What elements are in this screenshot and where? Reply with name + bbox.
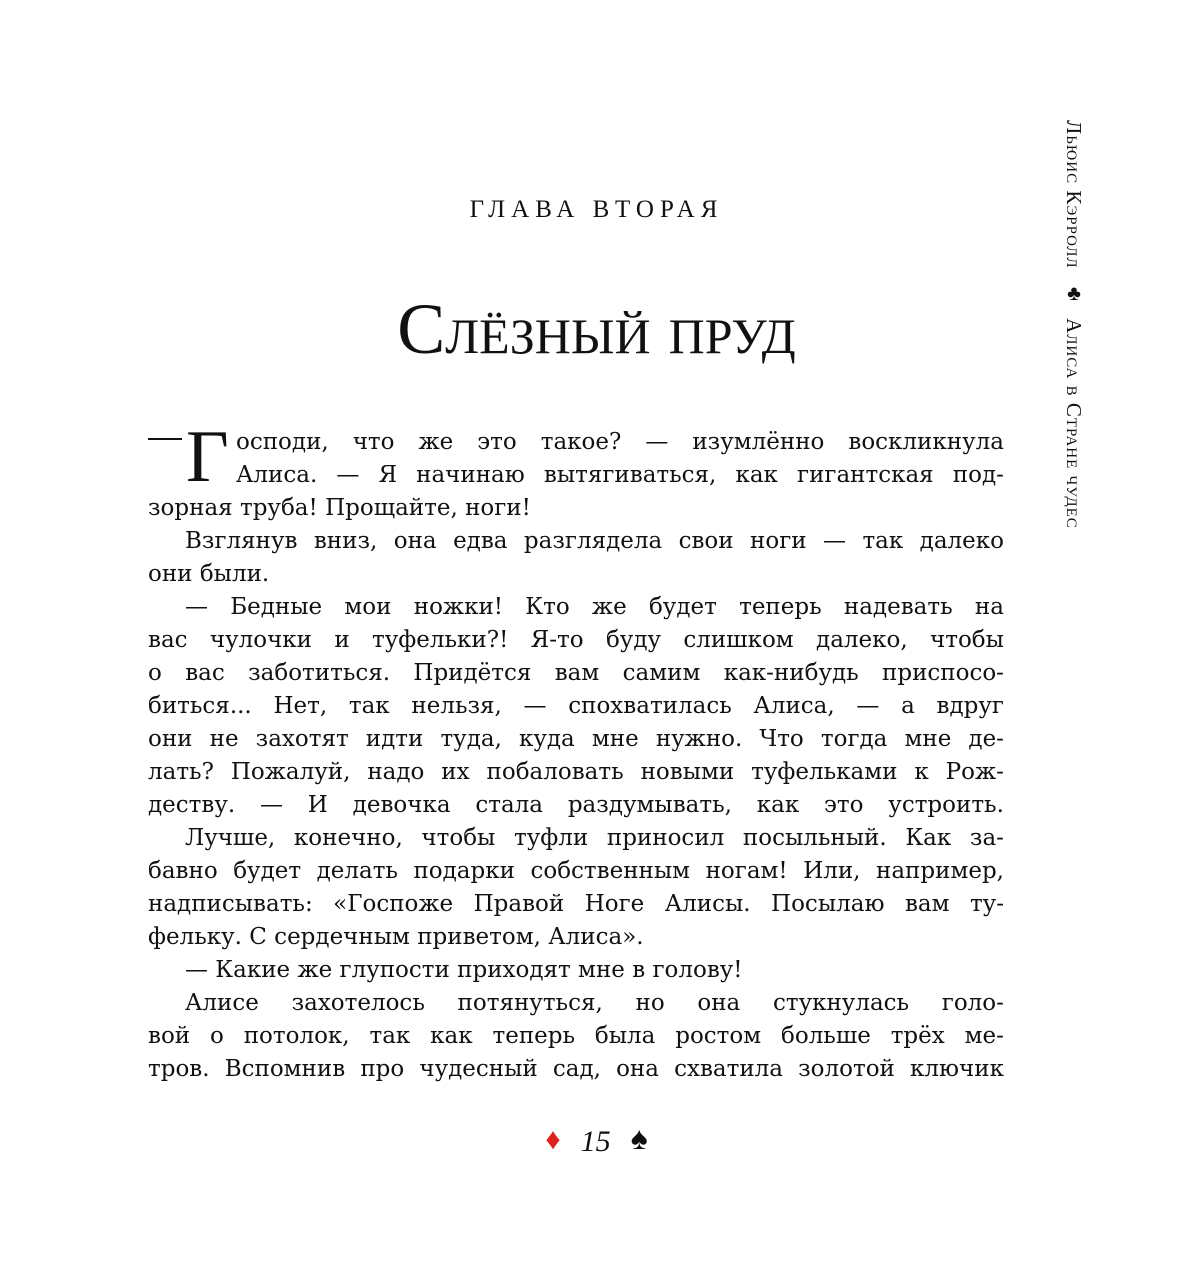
word: сад,: [552, 1056, 601, 1082]
word: туда,: [440, 726, 502, 752]
word: как: [735, 462, 778, 488]
word: будет: [648, 594, 717, 620]
word: про: [360, 1056, 405, 1082]
word: теперь: [492, 1023, 576, 1049]
word: чулочки: [209, 627, 312, 653]
word: Рож-: [945, 759, 1004, 785]
word: Пожалуй,: [230, 759, 351, 785]
word: конечно,: [293, 825, 403, 851]
running-head-author: Льюис Кэрролл: [1062, 120, 1086, 269]
word: делать: [316, 858, 398, 884]
word: захотят: [255, 726, 349, 752]
word: Алисе: [185, 990, 259, 1016]
word: —: [823, 528, 847, 554]
word: она: [616, 1056, 659, 1082]
word: туфли: [514, 825, 589, 851]
line-text: фельку. С сердечным приветом, Алиса».: [148, 924, 644, 950]
word: она: [393, 528, 437, 554]
word: к: [914, 759, 929, 785]
opening-dash: [148, 438, 182, 440]
word: не: [209, 726, 239, 752]
word: на: [974, 594, 1004, 620]
word: же: [591, 594, 627, 620]
text-line-9: [148, 690, 1004, 723]
word: трёх: [890, 1023, 945, 1049]
word: —: [259, 792, 283, 818]
word: слишком: [683, 627, 794, 653]
word: она: [697, 990, 741, 1016]
word: подарки: [413, 858, 515, 884]
word: гигантская: [797, 462, 934, 488]
word: Нет,: [273, 693, 328, 719]
word: Ноге: [584, 891, 645, 917]
word: как-нибудь: [723, 660, 859, 686]
word: чтобы: [930, 627, 1004, 653]
word: надо: [367, 759, 425, 785]
page-footer: [148, 1120, 1045, 1159]
text-line-5: [148, 558, 1004, 591]
text-line-7: [148, 624, 1004, 657]
word: а: [901, 693, 915, 719]
word: Посылаю: [771, 891, 885, 917]
club-icon: ♣: [1062, 280, 1086, 306]
paragraph-first: [148, 416, 1004, 525]
word: приспосо-: [882, 660, 1004, 686]
word: была: [594, 1023, 656, 1049]
word: биться...: [148, 693, 252, 719]
word: Я-то: [530, 627, 584, 653]
word: например,: [876, 858, 1004, 884]
text-line-12: [148, 789, 1004, 822]
word: потянуться,: [457, 990, 603, 1016]
word: будет: [233, 858, 302, 884]
running-head-book: Алиса в Стране чудес: [1062, 318, 1086, 529]
text-line-6: [148, 591, 1004, 624]
word: вдруг: [936, 693, 1004, 719]
word: мне: [591, 726, 639, 752]
word: Вспомнив: [224, 1056, 346, 1082]
word: Что: [759, 726, 804, 752]
word: вас: [148, 627, 188, 653]
text-line-1: [148, 426, 1004, 459]
word: захотелось: [291, 990, 425, 1016]
word: девочка: [352, 792, 451, 818]
spade-icon: ♠: [630, 1120, 648, 1156]
word: —: [336, 462, 360, 488]
text-line-20: [148, 1053, 1004, 1086]
word: вам: [904, 891, 950, 917]
word: нужно.: [655, 726, 743, 752]
chapter-label: ГЛАВА ВТОРАЯ: [469, 196, 724, 223]
text-line-13: [148, 822, 1004, 855]
word: Лучше,: [185, 825, 276, 851]
word: о: [148, 660, 162, 686]
text-line-19: [148, 1020, 1004, 1053]
word: лать?: [148, 759, 214, 785]
word: это: [477, 429, 517, 455]
word: приносил: [606, 825, 725, 851]
word: но: [635, 990, 665, 1016]
word: как: [756, 792, 800, 818]
word: ту-: [969, 891, 1004, 917]
word: больше: [781, 1023, 871, 1049]
text-line-2: [148, 459, 1004, 492]
word: теперь: [739, 594, 822, 620]
word: они: [148, 726, 193, 752]
word: за-: [969, 825, 1004, 851]
body-text: [148, 416, 1004, 1086]
word: вытягиваться,: [543, 462, 717, 488]
word: деству.: [148, 792, 236, 818]
word: потолок,: [243, 1023, 350, 1049]
text-line-8: [148, 657, 1004, 690]
word: туфельками: [751, 759, 898, 785]
word: ногам!: [705, 858, 788, 884]
word: золотой: [798, 1056, 895, 1082]
word: осподи,: [236, 429, 329, 455]
word: голо-: [941, 990, 1004, 1016]
word: что: [352, 429, 395, 455]
word: о: [210, 1023, 224, 1049]
word: ноги: [750, 528, 807, 554]
word: схватила: [674, 1056, 783, 1082]
word: раздумывать,: [567, 792, 732, 818]
word: идти: [365, 726, 424, 752]
word: чудесный: [419, 1056, 538, 1082]
word: устроить.: [888, 792, 1004, 818]
text-line-16: [148, 921, 1004, 954]
word: надписывать:: [148, 891, 313, 917]
word: И: [307, 792, 328, 818]
text-line-3: [148, 492, 1004, 525]
word: буду: [605, 627, 662, 653]
word: спохватилась: [568, 693, 732, 719]
word: как: [430, 1023, 473, 1049]
word: их: [441, 759, 470, 785]
page-number: 15: [580, 1125, 611, 1158]
word: Алиса,: [753, 693, 835, 719]
word: заботиться.: [248, 660, 391, 686]
word: мне: [904, 726, 952, 752]
word: изумлённо: [692, 429, 825, 455]
word: Придётся: [413, 660, 532, 686]
word: вам: [554, 660, 600, 686]
word: же: [418, 429, 454, 455]
word: самим: [622, 660, 701, 686]
chapter-title: Слёзный пруд: [397, 289, 796, 369]
word: мои: [344, 594, 392, 620]
line-text: они были.: [148, 561, 270, 587]
word: «Госпоже: [333, 891, 454, 917]
word: стукнулась: [772, 990, 910, 1016]
word: Я: [378, 462, 398, 488]
word: нельзя,: [411, 693, 502, 719]
word: посыльный.: [742, 825, 887, 851]
running-head: [1054, 120, 1084, 590]
word: собственным: [530, 858, 691, 884]
word: под-: [952, 462, 1004, 488]
word: —: [856, 693, 880, 719]
word: свои: [678, 528, 734, 554]
word: Взглянув: [185, 528, 298, 554]
word: ме-: [964, 1023, 1004, 1049]
text-line-10: [148, 723, 1004, 756]
word: тров.: [148, 1056, 210, 1082]
text-line-4: [148, 525, 1004, 558]
word: ключик: [910, 1056, 1004, 1082]
word: воскликнула: [848, 429, 1004, 455]
word: разглядела: [523, 528, 663, 554]
word: такое?: [540, 429, 622, 455]
text-line-11: [148, 756, 1004, 789]
text-line-14: [148, 855, 1004, 888]
text-line-18: [148, 987, 1004, 1020]
word: Правой: [473, 891, 565, 917]
word: тогда: [820, 726, 888, 752]
word: вниз,: [313, 528, 378, 554]
word: побаловать: [486, 759, 624, 785]
line-text: — Какие же глупости приходят мне в голову!: [185, 957, 743, 983]
word: —: [185, 594, 208, 620]
word: начинаю: [416, 462, 525, 488]
word: так: [369, 1023, 411, 1049]
word: туфельки?!: [372, 627, 509, 653]
word: новыми: [640, 759, 735, 785]
word: стала: [475, 792, 544, 818]
word: далеко: [919, 528, 1004, 554]
word: ножки!: [413, 594, 504, 620]
word: чтобы: [421, 825, 496, 851]
word: это: [824, 792, 864, 818]
word: вой: [148, 1023, 191, 1049]
text-line-15: [148, 888, 1004, 921]
word: Как: [905, 825, 952, 851]
word: далеко,: [816, 627, 908, 653]
drop-cap: Г: [186, 416, 229, 498]
text-line-17: [148, 954, 1004, 987]
word: так: [862, 528, 904, 554]
word: —: [645, 429, 669, 455]
word: бавно: [148, 858, 218, 884]
word: и: [334, 627, 350, 653]
word: едва: [453, 528, 508, 554]
diamond-icon: ♦: [545, 1123, 561, 1156]
word: де-: [968, 726, 1004, 752]
word: так: [348, 693, 390, 719]
word: Бедные: [230, 594, 323, 620]
word: Или,: [803, 858, 861, 884]
line-text: зорная труба! Прощайте, ноги!: [148, 495, 531, 521]
word: Алиса.: [236, 462, 318, 488]
word: —: [523, 693, 547, 719]
word: Кто: [525, 594, 570, 620]
word: вас: [185, 660, 225, 686]
word: Алисы.: [664, 891, 751, 917]
word: ростом: [675, 1023, 762, 1049]
word: куда: [518, 726, 575, 752]
word: надевать: [843, 594, 953, 620]
